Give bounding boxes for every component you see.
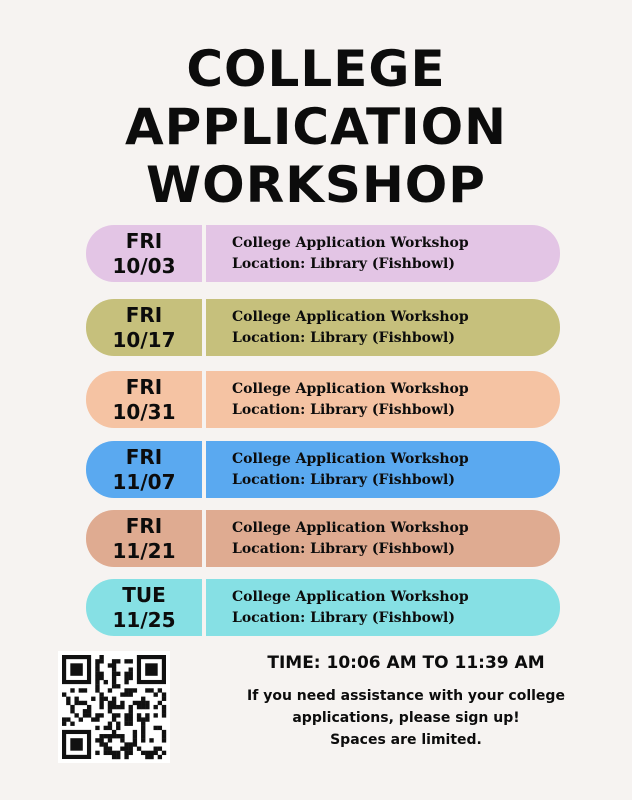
note-line-3: Spaces are limited. <box>330 732 482 748</box>
session-event: College Application Workshop <box>232 519 469 536</box>
session-location: Location: Library (Fishbowl) <box>232 609 455 626</box>
session-description <box>206 379 469 421</box>
qr-code-icon[interactable] <box>58 651 170 763</box>
title-line-2: APPLICATION <box>124 98 508 156</box>
session-event: College Application Workshop <box>232 234 469 251</box>
session-location: Location: Library (Fishbowl) <box>232 401 455 418</box>
session-day: FRI <box>125 374 163 399</box>
session-event: College Application Workshop <box>232 308 469 325</box>
session-description <box>206 587 469 629</box>
note-line-1: If you need assistance with your college <box>247 688 565 704</box>
session-row <box>86 441 560 498</box>
session-row <box>86 225 560 282</box>
session-description <box>206 233 469 275</box>
signup-note <box>180 685 632 751</box>
session-date-value: 11/21 <box>112 538 176 563</box>
session-day: TUE <box>122 582 166 607</box>
session-event: College Application Workshop <box>232 450 469 467</box>
session-day: FRI <box>125 444 163 469</box>
session-day: FRI <box>125 302 163 327</box>
qr-code-graphic <box>58 651 170 763</box>
session-date <box>86 299 202 356</box>
session-row <box>86 299 560 356</box>
session-description <box>206 449 469 491</box>
note-line-2: applications, please sign up! <box>292 710 520 726</box>
session-date <box>86 510 202 567</box>
session-event: College Application Workshop <box>232 588 469 605</box>
title-line-1: COLLEGE <box>186 40 446 98</box>
session-location: Location: Library (Fishbowl) <box>232 471 455 488</box>
session-date-value: 10/17 <box>112 327 176 352</box>
session-description <box>206 307 469 349</box>
session-row <box>86 579 560 636</box>
session-day: FRI <box>125 228 163 253</box>
session-row <box>86 510 560 567</box>
session-date-value: 11/25 <box>112 607 176 632</box>
session-date-value: 10/03 <box>112 253 176 278</box>
session-location: Location: Library (Fishbowl) <box>232 540 455 557</box>
session-date-value: 11/07 <box>112 469 176 494</box>
session-date <box>86 441 202 498</box>
session-location: Location: Library (Fishbowl) <box>232 329 455 346</box>
session-date <box>86 225 202 282</box>
session-date <box>86 371 202 428</box>
title-line-3: WORKSHOP <box>146 156 486 214</box>
session-event: College Application Workshop <box>232 380 469 397</box>
poster-title <box>0 40 632 214</box>
session-day: FRI <box>125 513 163 538</box>
time-info: TIME: 10:06 AM TO 11:39 AM <box>267 653 545 673</box>
session-row <box>86 371 560 428</box>
session-date <box>86 579 202 636</box>
session-description <box>206 518 469 560</box>
session-date-value: 10/31 <box>112 399 176 424</box>
session-location: Location: Library (Fishbowl) <box>232 255 455 272</box>
